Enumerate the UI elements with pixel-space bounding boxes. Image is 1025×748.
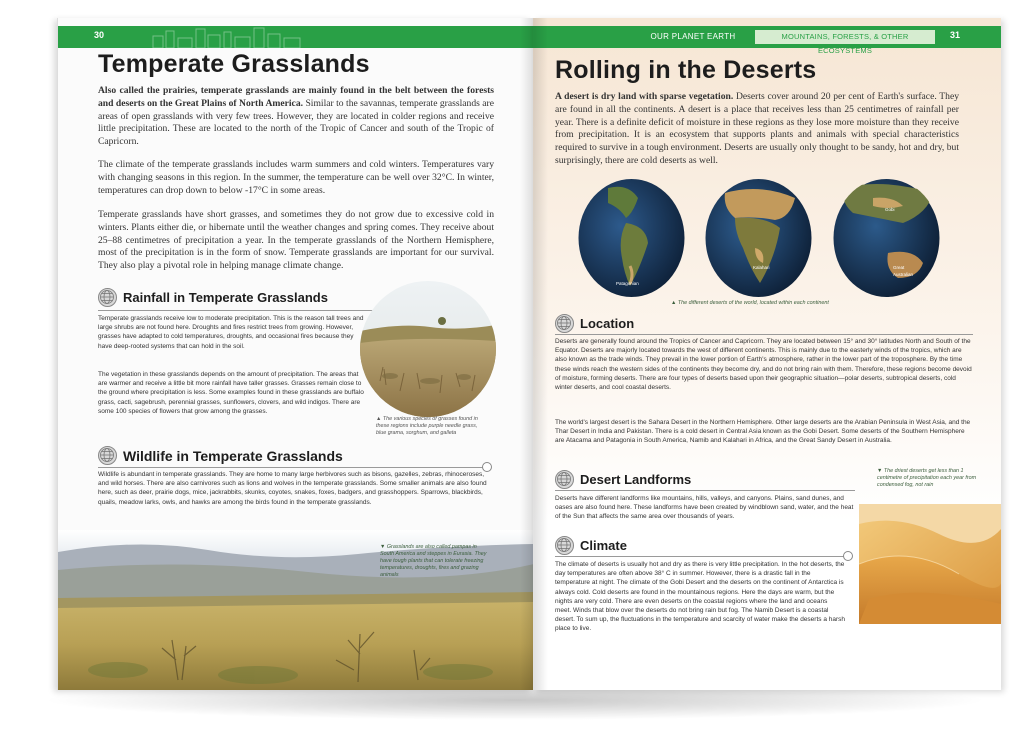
- climate-paragraph: The climate of deserts is usually hot and dry as there is very little precipitation. In the hot deserts, the day temperatures are often above 38° C in summer. However, there is a drastic fall in the temperature at night. The climate of the Gobi Desert and the deserts on the continent of Antarctica is always cold. Cold deserts are found in the mountainous regions. Here the days are warm, but the nights are very cold. There are even deserts on the coastal regions where the land and oceans meet. Winds that blow over the deserts do not bring rain but fog. The Namib Desert is a coastal desert. To sum up, the fluctuations in the temperature and scarcity of water make the deserts a harsh place to live.: [555, 561, 846, 633]
- sand-dunes-photo: [859, 504, 1001, 624]
- intro-rest: Similar to the savannas, temperate grasslands are areas of open grasslands with very few trees. However, they are located in colder regions and receive little precipitation. These are located to the north of the Tropic of Cancer and south of the Tropic of Capricorn.: [98, 97, 495, 148]
- location-paragraph-1: Deserts are generally found around the Tropics of Cancer and Capricorn. They are located between 15° and 30° latitudes North and South of the Equator. Deserts are majorly located towards the west of different continents. This is mainly due to the easterly winds of the tropics, which are also known as the trade winds. They prevail in the lower portion of Earth's atmosphere, rather in the lower part of the troposphere. By the time these winds reach the western sides of the continents they become dry, and do not bring rain with them. Therefore, these regions become devoid of moisture, forming deserts. There are four types of deserts based upon their geographic situation—polar deserts, subtropical deserts, cold winter deserts, and cool coastal deserts.: [555, 338, 972, 392]
- city-skyline-icon: [148, 26, 308, 48]
- rainfall-paragraph-1: Temperate grasslands receive low to moderate precipitation. This is the reason tall trees and large shrubs are not found here. Droughts and fires restrict trees from growing. However, grasses have adapted to cold temperatures, droughts, and occasional fires because they have deep-rooted systems that can hold in the soil.: [98, 315, 364, 350]
- page-title: Rolling in the Deserts: [555, 56, 817, 84]
- location-heading: Location: [580, 316, 635, 331]
- climate-rule: [555, 556, 845, 557]
- climate-subhead: [555, 536, 627, 555]
- wildlife-heading: Wildlife in Temperate Grasslands: [123, 447, 343, 464]
- globe-africa-photo: [705, 178, 812, 298]
- wildlife-subhead: [98, 446, 343, 465]
- left-page-number: 30: [94, 30, 105, 40]
- landforms-paragraph: Deserts have different landforms like mountains, hills, valleys, and canyons. Plains, sand dunes, and oases are also found here. These landforms have been created by windblown sand, water, and the heat of the Sun that affects the same area over thousands of years.: [555, 495, 854, 521]
- globe-label-kalahari: Kalahari: [753, 265, 770, 270]
- right-page-number: 31: [950, 30, 961, 40]
- landforms-heading: Desert Landforms: [580, 472, 692, 487]
- rainfall-heading: Rainfall in Temperate Grasslands: [123, 290, 328, 305]
- intro-bold: A desert is dry land with sparse vegetation.: [555, 91, 734, 102]
- left-header-bar: [58, 26, 533, 48]
- globe-icon: [98, 288, 117, 307]
- rainfall-subhead: [98, 288, 328, 307]
- location-paragraph-2: The world's largest desert is the Sahara Desert in the Northern Hemisphere. Other large deserts are the Arabian Peninsula in West Asia, and the Thar Desert in India and Pakistan. There is a cold desert in Central Asia known as the Gobi Desert. Some deserts of the Southern Hemisphere are Atacama and Patagonia in South America, Namib and Kalahari in Africa, and the Great Sandy Desert in Australia.: [555, 419, 971, 445]
- header-tab-ecosystems: MOUNTAINS, FORESTS, & OTHER ECOSYSTEMS: [755, 30, 935, 44]
- globe-label-patagonian: Patagonian: [616, 281, 639, 286]
- landforms-subhead: [555, 470, 691, 489]
- rainfall-rule: [98, 310, 373, 311]
- header-tab-planet-earth: OUR PLANET EARTH: [650, 32, 736, 41]
- right-header-bar: [533, 26, 1001, 55]
- dunes-caption: ▼ The driest deserts get less than 1 centimetre of precipitation each year from condensed fog, not rain: [877, 468, 977, 488]
- globe-icon: [555, 314, 574, 333]
- globe-label-gobi: Gobi: [885, 207, 895, 212]
- grasses-paragraph: Temperate grasslands have short grasses, and sometimes they do not grow due to excessive cold in winters. Plants either die, or hibernate until the weather changes and spring comes. They receive about 25–88 centimetres of precipitation a year. In the temperate grasslands of the Northern Hemisphere, most of the precipitation is in the form of snow. Temperate grasslands are important for our survival. They also play a pivotal role in helping manage climate change.: [98, 209, 494, 272]
- globe-icon: [555, 470, 574, 489]
- location-rule: [555, 334, 973, 335]
- wildlife-paragraph: Wildlife is abundant in temperate grasslands. They are home to many large herbivores such as bisons, gazelles, zebras, rhinoceroses, and wild horses. There are also carnivores such as lions and wolves in the temperate grasslands. Some smaller animals are also found here, such as deer, prairie dogs, mice, jackrabbits, skunks, coyotes, snakes, foxes, badgers, and grasshoppers. Sparrows, blackbirds, quails, meadow larks, owls, and hawks are among the birds found in the temperate grasslands.: [98, 471, 487, 506]
- climate-paragraph: The climate of the temperate grasslands includes warm summers and cold winters. Temperatures vary with changing seasons in this region. In the summer, the temperature can be well over 32°C. In winter, temperatures can drop down to below -17°C in some areas.: [98, 159, 494, 196]
- intro-bold: Also called the prairies, temperate grasslands are mainly found in the belt between the forests and deserts on the Great Plains of North America.: [98, 85, 494, 109]
- intro-rest: Deserts cover around 20 per cent of Earth's surface. They are found in all the continents. A desert is a place that receives less than 25 centimetres of rainfall per year. There is a definite deficit of moisture in these regions as they lose more moisture than they receive from precipitation. It is an ecosystem that supports plants and animals with special characteristics required to survive in a tough environment. Deserts are usually only thought to be sandy, hot and dry, but surprisingly, there are cold deserts as well.: [555, 91, 959, 166]
- rainfall-paragraph-2: The vegetation in these grasslands depends on the amount of precipitation. The areas that are warmer and receive a little bit more rainfall have taller grasses. Grasses remain close to the ground where precipitation is less. Some examples found in these grasslands are buffalo grass, cacti, sagebrush, perennial grasses, sunflowers, clovers, and wild indigos. There are some 100 species of flowers that grow among the grasses.: [98, 371, 364, 415]
- intro-paragraph: [555, 91, 959, 168]
- grassland-circle-photo: [360, 281, 496, 417]
- globe-asia-australia-photo: [833, 178, 940, 298]
- globe-icon: [555, 536, 574, 555]
- page-title: Temperate Grasslands: [98, 50, 370, 78]
- right-page: [533, 18, 1001, 690]
- globes-caption: ▲ The different deserts of the world, located within each continent: [671, 300, 829, 306]
- globe-icon: [98, 446, 117, 465]
- globe-americas-photo: [578, 178, 685, 298]
- left-page: [57, 18, 533, 690]
- pampas-caption: ▼ Grasslands are also called pampas in South America and steppes in Eurasia. They have tough plants that can tolerate freezing temperatures, droughts, fires and grazing animals: [380, 544, 487, 578]
- landforms-rule: [555, 490, 855, 491]
- intro-paragraph: [98, 85, 494, 149]
- wildlife-rule: [98, 467, 484, 468]
- location-subhead: [555, 314, 634, 333]
- grasses-caption: ▲ The various species of grasses found in these regions include purple needle grass, blue grama, sorghum, and galleta: [376, 416, 478, 436]
- globe-label-great-australian: Great Australian: [893, 265, 914, 277]
- climate-heading: Climate: [580, 538, 627, 553]
